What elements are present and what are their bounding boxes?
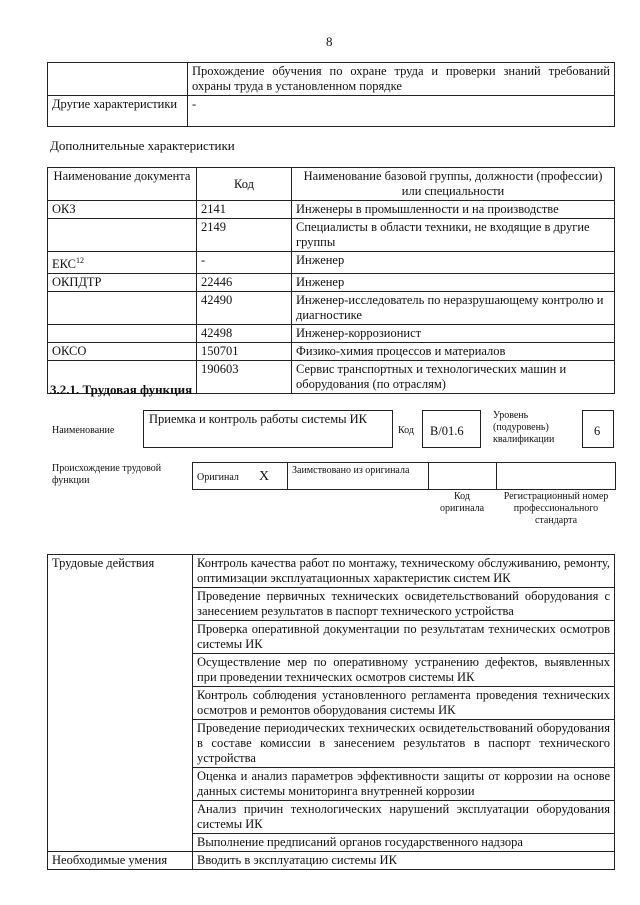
- table-row: ЕКС$^{12}$ - Инженер: [48, 252, 615, 274]
- list-item: Проверка оперативной документации по результатам технических осмотров системы ИК: [193, 621, 615, 654]
- table-row: 42490 Инженер-исследователь по неразрушающему контролю и диагностике: [48, 292, 615, 325]
- skills-label: Необходимые умения: [48, 852, 193, 870]
- other-characteristics-label: Другие характеристики: [48, 96, 188, 127]
- list-item: Осуществление мер по оперативному устранению дефектов, выявленных при проведении технических осмотров системы ИК: [193, 654, 615, 687]
- list-item: Контроль соблюдения установленного регламента проведения технических осмотров и ремонтов оборудования системы ИК: [193, 687, 615, 720]
- list-item: Проведение периодических технических освидетельствований оборудования в составе комиссии в занесением результатов в паспорт технического устройства: [193, 720, 615, 768]
- header-name: Наименование базовой группы, должности (профессии) или специальности: [292, 168, 615, 201]
- list-item: Оценка и анализ параметров эффективности защиты от коррозии на основе данных системы мониторинга внутренней коррозии: [193, 768, 615, 801]
- additional-heading: Дополнительные характеристики: [50, 138, 235, 153]
- additional-table: [47, 167, 615, 394]
- code-label: Код: [398, 425, 414, 436]
- table-row: ОКСО 150701 Физико-химия процессов и материалов: [48, 343, 615, 361]
- other-characteristics-value: -: [188, 96, 615, 127]
- header-code: Код: [197, 168, 292, 201]
- table-row: ОКПДТР 22446 Инженер: [48, 274, 615, 292]
- table-row: 190603 Сервис транспортных и технологических машин и оборудования (по отраслям): [48, 361, 615, 394]
- training-requirement: Прохождение обучения по охране труда и проверки знаний требований охраны труда в установленном порядке: [188, 63, 615, 96]
- table-row: ОКЗ 2141 Инженеры в промышленности и на производстве: [48, 201, 615, 219]
- list-item: Контроль качества работ по монтажу, техническому обслуживанию, ремонту, оптимизации эксплуатационных характеристик систем ИК: [193, 555, 615, 588]
- section-title: 3.2.1. Трудовая функция: [50, 382, 193, 397]
- level-value: 6: [594, 424, 601, 438]
- function-name-box: [143, 410, 393, 448]
- table-row: 2149 Специалисты в области техники, не входящие в другие группы: [48, 219, 615, 252]
- origin-label: Происхождение трудовой функции: [52, 463, 162, 486]
- table-row: 42498 Инженер-коррозионист: [48, 325, 615, 343]
- level-label: Уровень (подуровень) квалификации: [493, 410, 555, 445]
- header-document: Наименование документа: [48, 168, 197, 201]
- reg-number-label: Регистрационный номер профессионального стандарта: [503, 491, 609, 526]
- top-table: [47, 62, 615, 127]
- page-number: 8: [326, 34, 333, 49]
- borrowed-label: Заимствовано из оригинала: [292, 465, 410, 476]
- actions-label: Трудовые действия: [48, 555, 193, 852]
- function-name: Приемка и контроль работы системы ИК: [149, 412, 368, 426]
- original-mark: X: [259, 469, 270, 484]
- table-header-row: [48, 168, 615, 201]
- level-box: [582, 410, 614, 448]
- list-item: Вводить в эксплуатацию системы ИК: [193, 852, 615, 870]
- list-item: Выполнение предписаний органов государственного надзора: [193, 834, 615, 852]
- code-box: [422, 410, 481, 448]
- name-label: Наименование: [52, 425, 115, 436]
- footnote-mark: 12: [76, 256, 84, 265]
- original-label: Оригинал: [197, 472, 239, 483]
- actions-table: [47, 554, 615, 870]
- list-item: Проведение первичных технических освидетельствований оборудования с занесением результатов в паспорт технического устройства: [193, 588, 615, 621]
- list-item: Анализ причин технологических нарушений эксплуатации оборудования системы ИК: [193, 801, 615, 834]
- code-value: В/01.6: [430, 424, 464, 438]
- code-original-label: Код оригинала: [439, 491, 485, 514]
